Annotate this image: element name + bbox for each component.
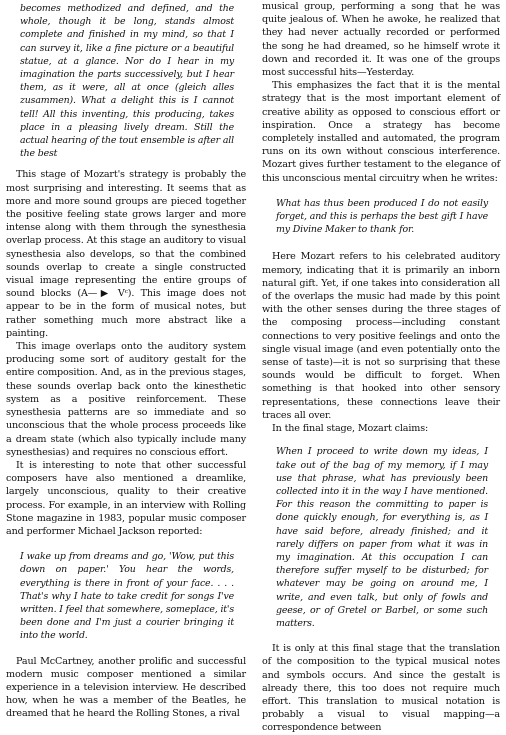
mozart-quote-memory: What has thus been produced I do not easily forget, and this is perhaps the best gift I have my Divine Maker to thank for. [276, 197, 488, 236]
michael-jackson-quote: I wake up from dreams and go, 'Wow, put this down on paper.' You hear the words, everything is there in front of your face. . . . That's why I hate to take credit for songs I've written. I feel that somewhere, someplace, it's been done and I'm just a courier bringing it into the world. [20, 551, 234, 642]
paragraph-stage-text-b: ). This image does not appear to be in the form of musical notes, but rather something much more abstract like a painting. [6, 288, 246, 339]
mozart-quote-final-stage: When I proceed to write down my ideas, I take out of the bag of my memory, if I may use that phrase, what has previously been collected into it in the way I have mentioned. For this reason the committing to paper is done quickly enough, for everything is, as I have said before, already finished; and it rarely differs on paper from what it was in my imagination. At this occupation I can therefore suffer myself to be disturbed; for whatever may be going on around me, I write, and even talk, but only of fowls and geese, or of Gretel or Barbel, or some such matters. [276, 446, 488, 629]
paragraph-mental-strategy: This emphasizes the fact that it is the mental strategy that is the most important element of creative ability as opposed to conscious effort or inspiration. Once a strategy has become completely installed and automated, the program runs on its own without conscious interference. Mozart gives further testament to the elegance of this unconscious mental circuitry when he writes: [262, 80, 500, 184]
synesthesia-notation: A—▶ Vᶜ [81, 288, 128, 300]
paragraph-auditory-memory: Here Mozart refers to his celebrated auditory memory, indicating that it is primarily an inborn natural gift. Yet, if one takes into consideration all of the overlaps the music had made by this point with the other senses during the three stages of the composing process—including constant connections to very positive feelings and onto the single visual image (and even potentially onto the sense of taste)—it is not so surprising that these sounds would be difficult to forget. When something is that hooked into other sensory representations, these connections leave their traces all over. [262, 251, 500, 421]
paragraph-mccartney: Paul McCartney, another prolific and successful modern music composer mentioned a similar experience in a television interview. He described how, when he was a member of the Beatles, he dreamed that he heard the Rolling Stones, a rival [6, 655, 246, 720]
left-column [6, 0, 246, 721]
paragraph-other-composers: It is interesting to note that other successful composers have also mentioned a dreamlike, largely unconscious, quality to their creative process. For example, in an interview with Rolling Stone magazine in 1983, popular music composer and performer Michael Jackson reported: [6, 459, 246, 537]
paragraph-stage-text-a: This stage of Mozart's strategy is probably the most surprising and interesting. It seems that as more and more sound groups are pieced together the positive feeling state grows larger and more intense along with them through the synesthesia overlap process. At this stage an auditory to visual synesthesia also develops, so that the combined sounds overlap to create a single constructed visual image representing the entire groups of sound blocks ( [6, 169, 246, 300]
paragraph-auditory-gestalt: This image overlaps onto the auditory system producing some sort of auditory gestalt for the entire composition. And, as in the previous stages, these sounds overlap back onto the kinesthetic system as a positive reinforcement. These synesthesia patterns are so immediate and so unconscious that the whole process proceeds like a dream state (which also typically include many synesthesias) and requires no conscious effort. [6, 341, 246, 458]
mozart-quote-top: becomes methodized and defined, and the whole, though it be long, stands almost complete and finished in my mind, so that I can survey it, like a fine picture or a beautiful statue, at a glance. Nor do I hear in my imagination the parts successively, but I hear them, as it were, all at once (gleich alles zusammen). What a delight this is I cannot tell! All this inventing, this producing, takes place in a pleasing lively dream. Still the actual hearing of the tout ensemble is after all the best [20, 3, 234, 160]
paragraph-translation: It is only at this final stage that the translation of the composition to the typical musical notes and symbols occurs. And since the gestalt is already there, this too does not require much effort. This translation to musical notation is probably a visual to visual mapping—a correspondence between [262, 643, 500, 734]
paragraph-final-stage-intro: In the final stage, Mozart claims: [272, 423, 429, 435]
right-column [262, 0, 500, 735]
paragraph-stage-description [6, 168, 246, 340]
paragraph-mccartney-continued: musical group, performing a song that he was quite jealous of. When he awoke, he realized that they had never actually recorded or performed the song he had dreamed, so he himself wrote it down and recorded it. It was one of the groups most successful hits—Yesterday. [262, 1, 500, 79]
